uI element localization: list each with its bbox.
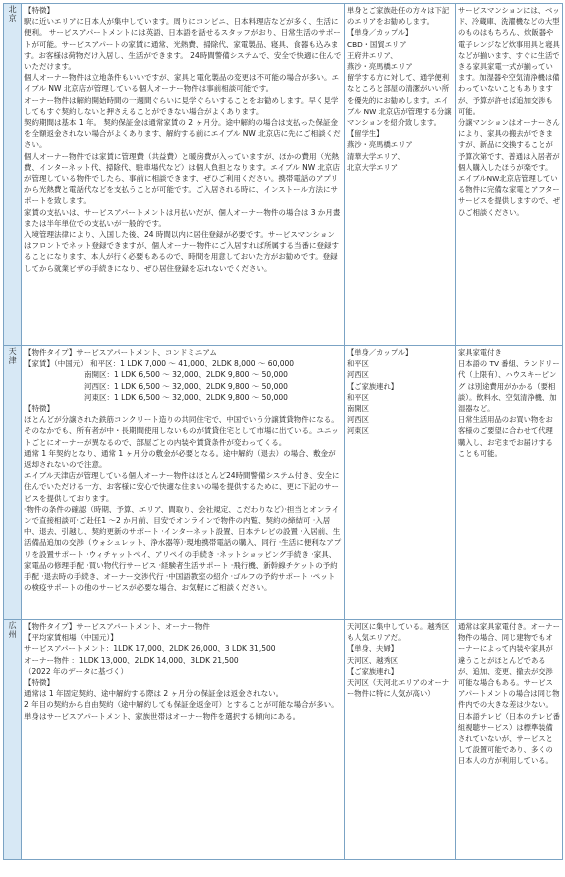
text-line: エイブル天津店が管理している個人オーナー物件はほとんど24時間警備システム付き、安全に住んでいただける一方、お客様に安心で快適な住まいの場を提供するために、更に下記のサービスを提供しております。 <box>24 471 340 503</box>
city-name: 広州 <box>8 621 18 639</box>
text-line: 天河区（天河北エリアのオーナー物件に特に人気が高い） <box>347 678 450 699</box>
furnishing-cell <box>456 346 563 620</box>
text-line: 【単身／カップル】 <box>347 348 413 357</box>
text-line: 天河区、越秀区 <box>347 655 399 665</box>
text-line: 河西区：1 LDK 6,500 ～ 32,000、2LDK 9,800 ～ 50,000 <box>24 381 288 391</box>
text-line: 王府井エリア、 <box>347 50 398 60</box>
text-line: 家賃の支払いは、サービスアパートメントは月払いだが、個人オーナー物件の場合は 3 か月晝または半年単位での支払いが一般的です。 <box>24 207 341 228</box>
text-line: 河東区 <box>347 426 369 436</box>
text-line: 和平区 <box>347 359 369 369</box>
city-cell <box>4 4 22 346</box>
features-cell <box>22 4 345 346</box>
text-line: 通常は家具家電付き。オーナー物件の場合、同じ建物でもオーナーによって内装や家具が違うことがほとんどであるが、追加、変更、撤去が交渉可能な場合もある。サービスアパートメントの場合は同じ物件内での大きな差は少ない。日本語テレビ（日本のテレビ番組視聴サービス）は標準装備されていないが、サービスとして設置可能であり、多くの日本人の方が利用している。 <box>458 622 560 766</box>
text-line: 通常 1 年契約となり、通常 1 ヶ月分の敷金が必要となる。途中解約（退去）の場合、敷金が返却されないので注意。 <box>24 448 336 470</box>
text-line: 個人オーナー物件は立地条件もいいですが、家具と電化製品の変更は不可能の場合が多い。エイブル NW 北京店が管理している個人オーナー物件は事前相談可能です。 <box>24 73 339 94</box>
text-line: 【特徴】 <box>24 404 54 414</box>
text-line: 【ご家族連れ】 <box>347 381 399 391</box>
text-line: 【留学生】 <box>347 129 384 139</box>
table-row <box>4 620 563 860</box>
text-line: ほとんどが分譲された鉄筋コンクリート造りの共同住宅で、中国でいう分譲賃貸物件になる。そのなかでも、所有者が中・長期間使用しないものが賃貸住宅として市場に出ている。ユニットごとにオーナーが異なるので、部屋ごとの内装や賃貸条件が変わってくる。 <box>24 415 339 447</box>
city-name: 北京 <box>8 5 18 23</box>
text-line: （2022 年のデータに基づく） <box>24 666 128 676</box>
text-line: 【単身、夫婦】 <box>347 644 399 654</box>
table-row <box>4 4 563 346</box>
text-line: 河西区 <box>347 370 369 380</box>
text-line: 留学する方に対して、通学便利なところと部屋の清潔がいい所を優先的にお勧めします。エイブル NW 北京店が管理する分譲マンションを紹介致します。 <box>347 73 452 128</box>
text-line: 【物件タイプ】サービスアパートメント、オーナー物件 <box>24 622 210 631</box>
recommended-area-cell <box>345 4 456 346</box>
furnishing-cell <box>456 4 563 346</box>
text-line: エイブルNW北京店管理している物件に完備な家電とアフターサービスを提供しますので、ぜひご相談ください。 <box>458 174 561 217</box>
text-line: CBD・国貿エリア <box>347 39 407 49</box>
text-line: 単身とご家族赴任の方々は下記のエリアをお勧めします。 <box>347 6 450 27</box>
furnishing-cell <box>456 620 563 860</box>
text-line: 【家賃】（中国元） 和平区：1 LDK 7,000 ～ 41,000、2LDK 8,000 ～ 60,000 <box>24 359 295 369</box>
text-line: 南開区：1 LDK 6,500 ～ 32,000、2LDK 9,800 ～ 50,000 <box>24 370 288 380</box>
text-line: 家具家電付き <box>458 348 502 357</box>
text-line: 【物件タイプ】サービスアパートメント、コンドミニアム <box>24 348 217 357</box>
text-line: オーナー物件 ：1LDK 13,000、2LDK 14,000、3LDK 21,500 <box>24 655 239 665</box>
text-line: 【単身／カップル】 <box>347 28 413 38</box>
text-line: 駅に近いエリアに日本人が集中しています。周りにコンビニ、日本料理店などが多く、生活に便利。 サービスアパートメントには英語、日本語を話せるスタッフがおり、日常生活のサポートが可能。サービスアパートの家賃に通常、光熱費、掃除代、家電製品、寝具、食器も込みます。お客様は荷物だけ入居し、生活ができます。 24時間警備システムで、安全で快適に住んでいただけます。 <box>24 17 342 72</box>
text-line: 清華大学エリア、 <box>347 151 405 161</box>
features-cell <box>22 346 345 620</box>
text-line: 分譲マンションはオーナーさんにより、家具の搬去ができますが、新品に交換することが予算次第です、普通は入居者が個人購入したほうが楽です。 <box>458 118 560 172</box>
text-line: サービスアパートメント：1LDK 17,000、2LDK 26,000、3 LDK 31,500 <box>24 644 276 654</box>
text-line: 契約期間は基本 1 年。 契約保証金は通常家賃の 2 ヶ月分。途中解約の場合は支払った保証金を全額返金されない場合がよくあります、解約する前にエイブル NW 北京店に先にご相談ください。 <box>24 118 341 150</box>
text-line: 単身はサービスアパートメント、家族世帯はオーナー物件を選択する傾向にある。 <box>24 711 301 721</box>
text-line: 河東区：1 LDK 6,500 ～ 32,000、2LDK 9,800 ～ 50,000 <box>24 392 288 402</box>
text-line: 河西区 <box>347 415 369 425</box>
text-line: 【特徴】 <box>24 6 54 15</box>
text-line: 南開区 <box>347 404 369 414</box>
city-cell <box>4 620 22 860</box>
text-line: 【ご家族連れ】 <box>347 666 399 676</box>
text-line: 天河区に集中している。越秀区も人気エリアだ。 <box>347 622 450 643</box>
text-line: サービスマンションには、ベッド、冷蔵庫、洗濯機などの大型のものはもちろん、炊飯器や電子レンジなど炊事用具と寝具などが揃います、すぐに生活できる家具家電一式が揃っています。加湿器や空気清浄機は備わっていないこともありますが、予算が許せば追加交渉も可能。 <box>458 6 560 116</box>
recommended-area-cell <box>345 346 456 620</box>
text-line: 通常は 1 年固定契約、途中解約する際は 2 ヶ月分の保証金は返金されない。 <box>24 689 284 699</box>
text-line: 【特徴】 <box>24 678 54 688</box>
text-line: オーナー物件は解約開始時間の一週間ぐらいに見学ぐらいすることをお勧めします。早く見学してもすぐ契約しないと押さえることができない場合がよくあります。 <box>24 95 339 116</box>
text-line: 燕沙・亮馬橋エリア <box>347 62 413 72</box>
city-housing-table <box>3 3 563 860</box>
text-line: 燕沙・亮馬橋エリア <box>347 140 413 150</box>
text-line: 北京大学エリア <box>347 162 399 172</box>
text-line: 個人オーナー物件では家賃に管理費（共益費）と暖房費が入っていますが、ほかの費用（光熱費、インターネット代、掃除代、駐車場代など）は個人負担となります。エイブル NW 北京店が管理している物件でしたら、事前に相談できます、ぜひご利用ください。携帯電話のアプリから光熱費と電話代などを支払うことが可能です。ご入居される時に、インストール方法にサポートを致します。 <box>24 151 340 206</box>
text-line: 【平均家賃相場（中国元）】 <box>24 633 118 643</box>
table-row <box>4 346 563 620</box>
text-line: 和平区 <box>347 392 369 402</box>
text-line: 日本語の TV 番組、ランドリー代（上限有）、ハウスキーピング は別途費用がかかる（要相談）。飲料水、空気清浄機、加湿器など。 <box>458 359 560 414</box>
text-line: 入境管理法律により、入国した後、24 時間以内に居住登録が必要です。サービスマンションはフロントでネット登録できますが、個人オーナー物件にご入居すれば所属する当番に登録することになります、本人が行く必要もあるので、時間を用意しておいた方がお勧めです。登録してから就業ビザの手続きになり、ぜひ居住登録を忘れないでください。 <box>24 230 339 273</box>
features-cell <box>22 620 345 860</box>
city-name: 天津 <box>8 347 18 365</box>
city-cell <box>4 346 22 620</box>
text-line: ·物件の条件の確認（時期、予算、エリア、間取り、会社規定、こだわりなど）·担当とオンラインで直接相談可·ご赴任1 ～2 か月前、目安でオンラインで物件の内覧、契約の締結可 ·入居中、退去、引越し、契約更新のサポート ·インターネット設置、日本テレビの設置 ·入居前、生活備品追加の交渉（ウォシュレット、浄水器等）·現地携帯電話の購入、同行 ·生活に便利なアプリを設置サポート ·ウィチャットペイ、アリペイの手続き ·ネットショッピング手続き ·家具、家電品の修理手配 ·買い物代行サービス ·経験者生活サポート ·飛行機、新幹線チケットの予約手配 ·退去時の手続き、オーナー交渉代行 ·中国語教室の紹介 ·ゴルフの予約サポート ·ペットの検疫サポートの他のサービスが必要な場合、お気軽にご相談ください。 <box>24 504 342 593</box>
text-line: 日常生活用品のお買い物をお客様のご要望に合わせて代理購入し、お宅までお届けすることも可能。 <box>458 415 553 458</box>
text-line: 2 年目の契約から自由契約（途中解約しても保証金返金可）とすることが可能な場合が多い。 <box>24 700 339 710</box>
recommended-area-cell <box>345 620 456 860</box>
